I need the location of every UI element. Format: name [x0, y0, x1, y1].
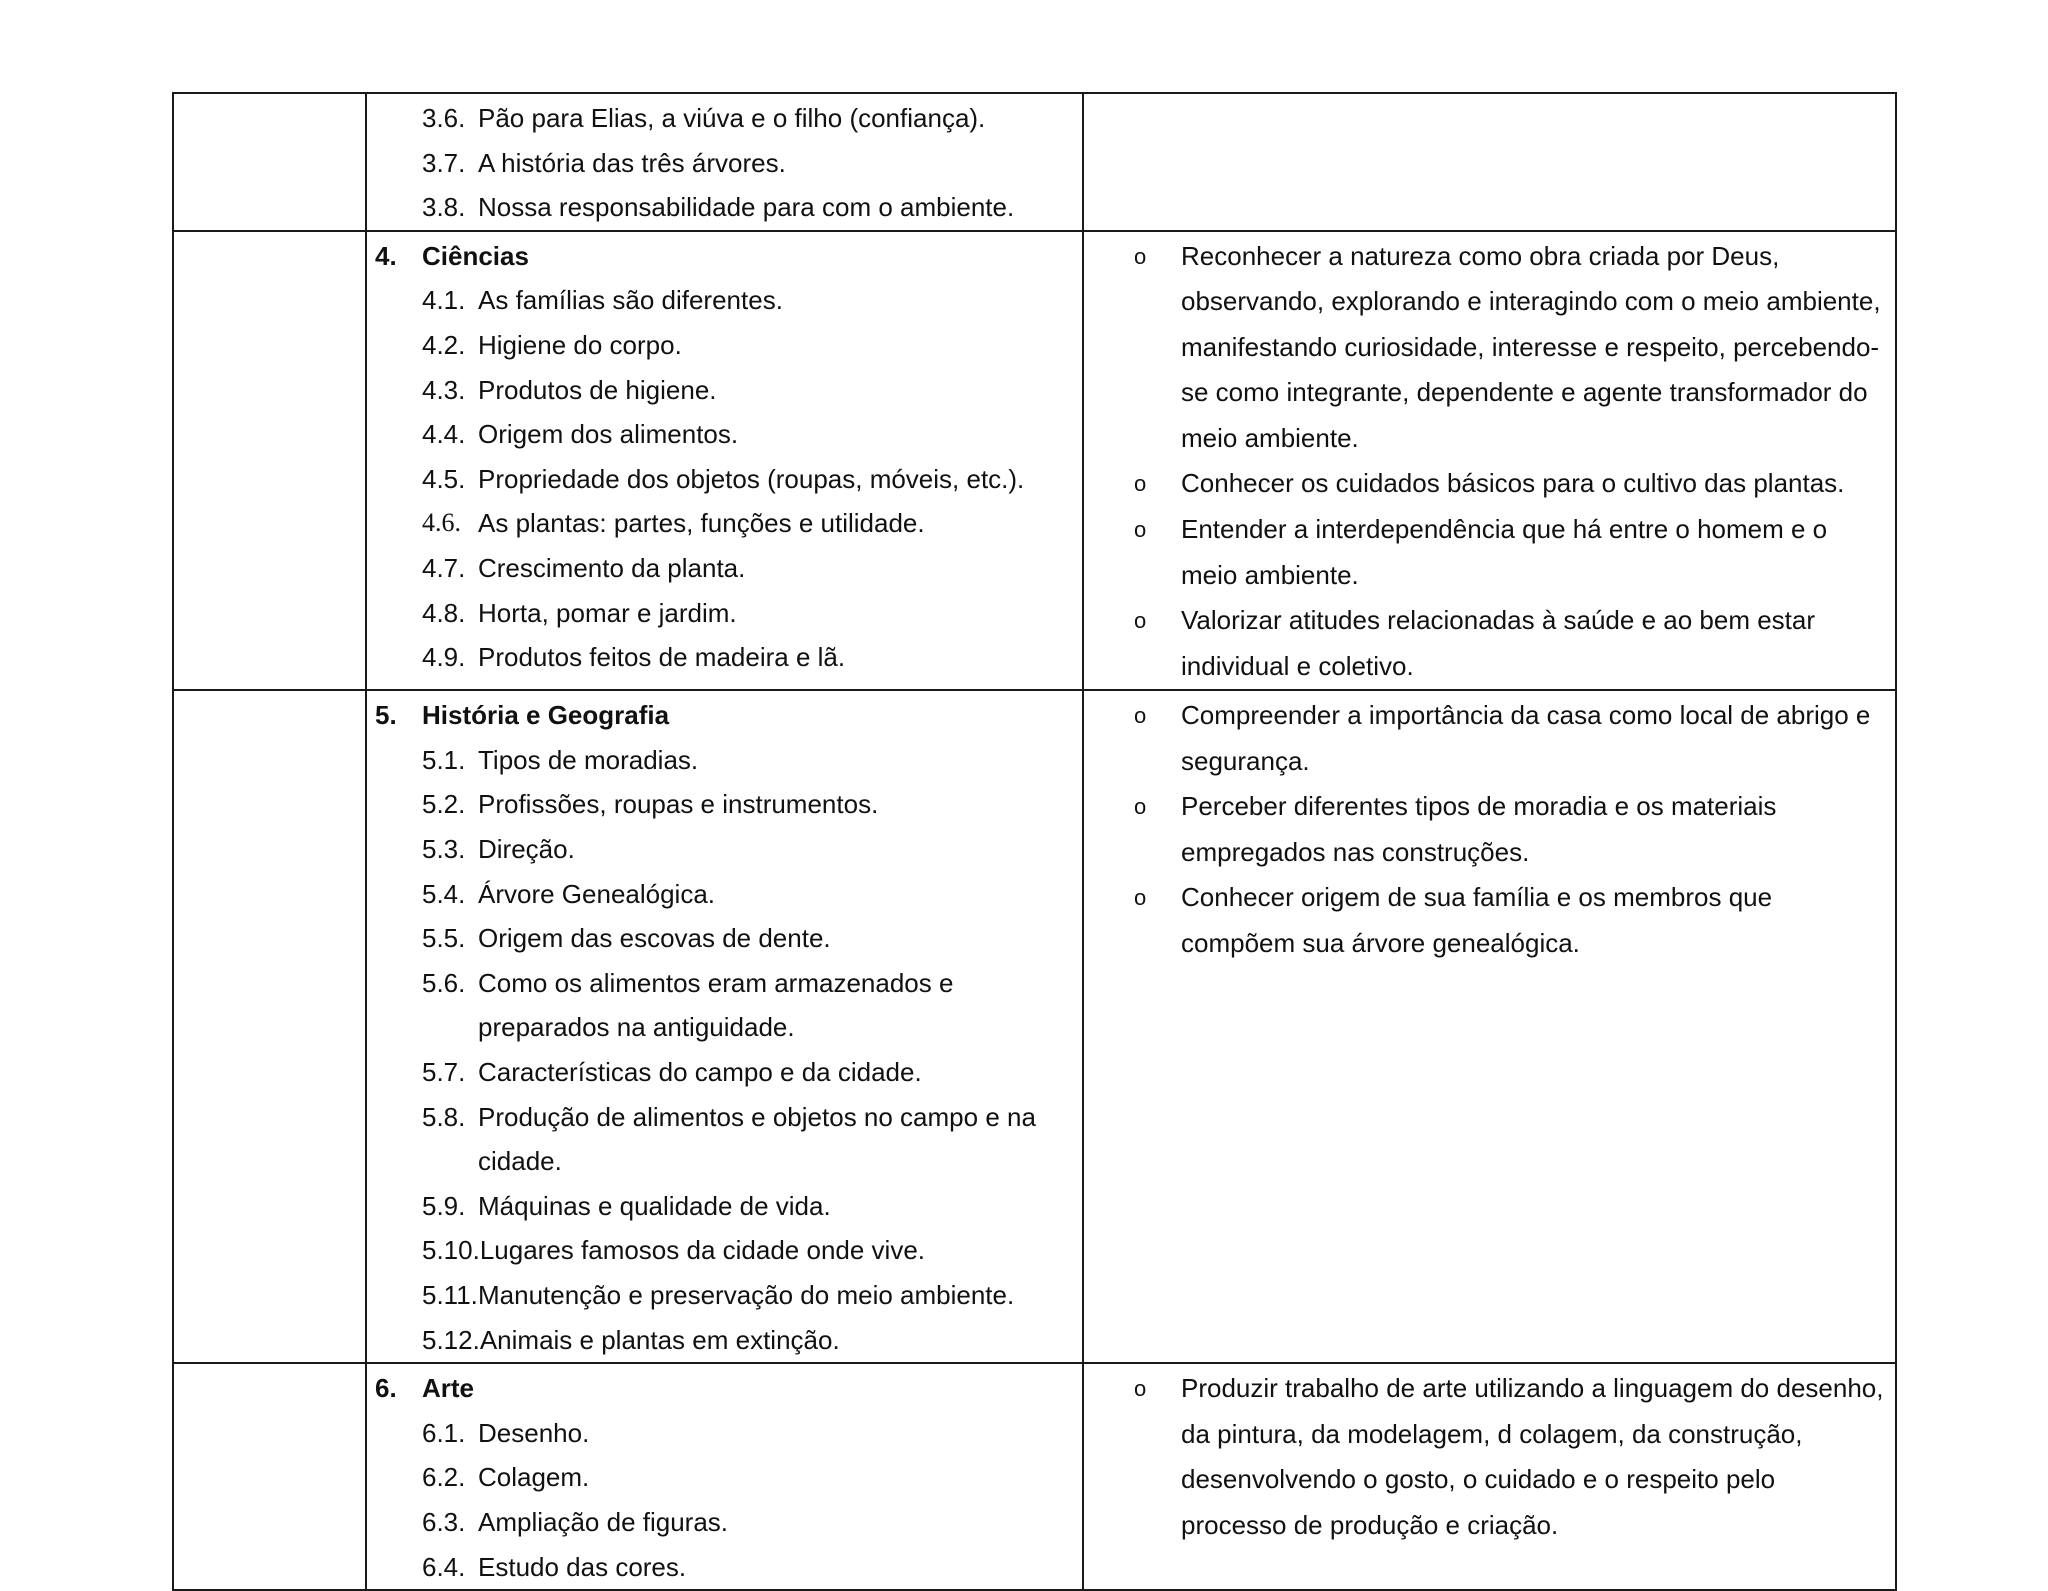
bullet-icon: o — [1134, 608, 1147, 634]
item-text: Lugares famosos da cidade onde vive. — [479, 1235, 926, 1266]
list-item — [367, 1318, 1082, 1363]
list-item — [367, 738, 1082, 783]
list-item — [367, 1500, 1082, 1545]
item-number: 3.8. — [422, 192, 466, 223]
item-text: Produtos de higiene. — [478, 374, 717, 405]
objective-text: Reconhecer a natureza como obra criada por Deus, observando, explorando e interagindo com o meio ambiente, manifestando curiosidade, interesse e respeito, percebendo-se como integrante, dependente e agente transformador do meio ambiente. — [1181, 240, 1881, 453]
list-item — [367, 412, 1082, 457]
item-text: As plantas: partes, funções e utilidade. — [478, 508, 925, 539]
objective-text: Valorizar atitudes relacionadas à saúde e ao bem estar individual e coletivo. — [1181, 605, 1816, 681]
bullet-icon: o — [1134, 794, 1147, 820]
item-number: 5.2. — [422, 789, 466, 820]
list-item — [367, 1228, 1082, 1273]
list-item — [367, 1411, 1082, 1456]
item-number: 6.3. — [422, 1506, 466, 1537]
item-number: 5.1. — [422, 744, 466, 775]
bullet-icon: o — [1134, 703, 1147, 729]
item-number: 4.4. — [422, 419, 466, 450]
item-text: As famílias são diferentes. — [478, 285, 783, 316]
item-text: Produtos feitos de madeira e lã. — [478, 642, 846, 673]
objective-text: Compreender a importância da casa como local de abrigo e segurança. — [1181, 700, 1871, 776]
item-text: Animais e plantas em extinção. — [479, 1324, 840, 1355]
list-item — [367, 635, 1082, 680]
objective-text: Conhecer origem de sua família e os membros que compõem sua árvore genealógica. — [1181, 882, 1773, 958]
list-item — [367, 323, 1082, 368]
item-number: 4.9. — [422, 642, 466, 673]
item-number: 5.4. — [422, 878, 466, 909]
item-text: Ampliação de figuras. — [478, 1506, 729, 1537]
objectives-cell — [1083, 93, 1896, 231]
item-number: 5.6. — [422, 967, 466, 998]
item-number: 3.6. — [422, 103, 466, 133]
objective-text: Conhecer os cuidados básicos para o cultivo das plantas. — [1181, 468, 1845, 499]
content-cell — [366, 231, 1083, 691]
item-text: Máquinas e qualidade de vida. — [478, 1190, 831, 1221]
item-number: 4.5. — [422, 463, 466, 494]
item-number: 3.7. — [422, 147, 466, 178]
item-text: Propriedade dos objetos (roupas, móveis, etc.). — [478, 463, 1025, 494]
item-text: Origem dos alimentos. — [478, 419, 739, 450]
list-item — [367, 546, 1082, 591]
list-item — [367, 457, 1082, 502]
item-text: Árvore Genealógica. — [478, 878, 716, 909]
section-heading — [367, 693, 1082, 738]
item-number: 5.9. — [422, 1190, 466, 1221]
item-number: 4.6. — [422, 508, 461, 538]
objective-text: Produzir trabalho de arte utilizando a linguagem do desenho, da pintura, da modelagem, d colagem, da construção, desenvolvendo o gosto, o cuidado e o respeito pelo processo de produção e criação. — [1181, 1373, 1884, 1540]
item-continuation: cidade. — [478, 1146, 562, 1177]
list-item — [367, 872, 1082, 917]
item-number: 5.5. — [422, 923, 466, 954]
list-item — [367, 827, 1082, 872]
objective-text: Perceber diferentes tipos de moradia e os materiais empregados nas construções. — [1181, 791, 1777, 867]
objective-text: Entender a interdependência que há entre o homem e o meio ambiente. — [1181, 514, 1828, 590]
bullet-icon: o — [1134, 517, 1147, 543]
objectives-cell — [1083, 231, 1896, 691]
empty-cell — [173, 93, 366, 231]
list-item — [367, 185, 1082, 230]
item-number: 5.11. — [422, 1280, 478, 1310]
item-number: 5.8. — [422, 1101, 466, 1132]
item-number: 6.2. — [422, 1462, 466, 1493]
list-item — [367, 1545, 1082, 1590]
item-number: 4.2. — [422, 329, 466, 360]
bullet-icon: o — [1134, 471, 1147, 497]
item-text: Como os alimentos eram armazenados e — [478, 967, 954, 998]
item-number: 6.4. — [422, 1551, 466, 1582]
list-item — [367, 782, 1082, 827]
item-text: Características do campo e da cidade. — [478, 1057, 922, 1088]
item-text: Colagem. — [478, 1462, 590, 1493]
section-number: 6. — [375, 1373, 397, 1404]
item-text: Higiene do corpo. — [478, 329, 682, 360]
content-cell — [366, 690, 1083, 1363]
list-item — [367, 1273, 1082, 1318]
objective-item — [1134, 234, 1887, 462]
list-item — [367, 961, 1082, 1006]
list-item — [367, 591, 1082, 636]
table-row — [173, 93, 1896, 231]
objective-item — [1134, 875, 1887, 966]
list-item — [367, 141, 1082, 186]
item-text: Pão para Elias, a viúva e o filho (confiança). — [478, 103, 986, 133]
item-number: 5.7. — [422, 1057, 466, 1088]
objective-item — [1134, 693, 1887, 784]
objectives-cell — [1083, 690, 1896, 1363]
content-cell — [366, 93, 1083, 231]
item-text: Profissões, roupas e instrumentos. — [478, 789, 879, 820]
objective-item — [1134, 507, 1887, 598]
list-item — [367, 278, 1082, 323]
list-item — [367, 1095, 1082, 1140]
table-row — [173, 231, 1896, 691]
table-row — [173, 1363, 1896, 1590]
item-number: 5.12. — [422, 1324, 480, 1355]
item-text: Produção de alimentos e objetos no campo e na — [478, 1101, 1036, 1132]
item-text: Estudo das cores. — [478, 1551, 687, 1582]
item-number: 6.1. — [422, 1417, 466, 1448]
section-title: História e Geografia — [422, 700, 670, 731]
item-text: Manutenção e preservação do meio ambiente. — [478, 1280, 1015, 1310]
item-text: Nossa responsabilidade para com o ambiente. — [478, 192, 1015, 223]
item-number: 5.3. — [422, 834, 466, 865]
empty-cell — [173, 690, 366, 1363]
item-number: 4.8. — [422, 597, 466, 628]
objectives-cell — [1083, 1363, 1896, 1590]
item-text: Horta, pomar e jardim. — [478, 597, 737, 628]
list-item — [367, 96, 1082, 141]
item-number: 4.7. — [422, 552, 466, 583]
objective-item — [1134, 598, 1887, 689]
item-text: Origem das escovas de dente. — [478, 923, 831, 954]
item-text: Desenho. — [478, 1417, 590, 1448]
objective-item — [1134, 784, 1887, 875]
section-number: 5. — [375, 700, 397, 731]
section-title: Arte — [422, 1373, 475, 1404]
content-cell — [366, 1363, 1083, 1590]
list-item — [367, 368, 1082, 413]
item-number: 4.1. — [422, 285, 466, 316]
list-item — [367, 1455, 1082, 1500]
item-text: A história das três árvores. — [478, 147, 786, 178]
table-row — [173, 690, 1896, 1363]
curriculum-table — [172, 92, 1897, 1591]
section-number: 4. — [375, 240, 397, 271]
objective-item — [1134, 461, 1887, 507]
section-heading — [367, 234, 1082, 279]
bullet-icon: o — [1134, 1376, 1147, 1402]
item-number: 5.10. — [422, 1235, 480, 1266]
bullet-icon: o — [1134, 885, 1147, 911]
item-number: 4.3. — [422, 374, 466, 405]
list-item — [367, 1184, 1082, 1229]
bullet-icon: o — [1134, 243, 1147, 269]
list-item — [367, 501, 1082, 546]
objective-item — [1134, 1366, 1887, 1548]
item-text: Crescimento da planta. — [478, 552, 746, 583]
section-title: Ciências — [422, 240, 529, 271]
item-text: Direção. — [478, 834, 575, 865]
list-item — [367, 1050, 1082, 1095]
empty-cell — [173, 231, 366, 691]
item-text: Tipos de moradias. — [478, 744, 699, 775]
list-item — [367, 916, 1082, 961]
section-heading — [367, 1366, 1082, 1411]
empty-cell — [173, 1363, 366, 1590]
item-continuation: preparados na antiguidade. — [478, 1012, 795, 1043]
